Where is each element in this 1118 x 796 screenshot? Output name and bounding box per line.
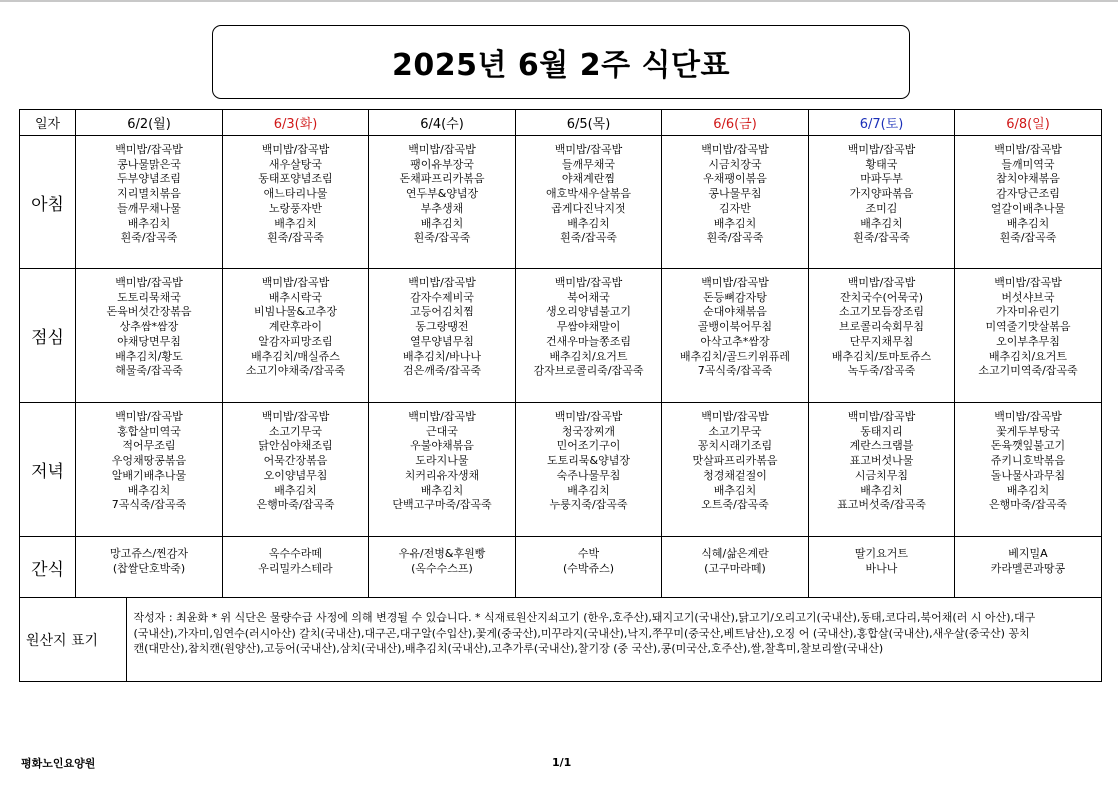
menu-item: 배추김치	[127, 216, 171, 230]
menu-item: 흰죽/잡곡죽	[413, 231, 471, 245]
menu-item: 배추김치/토마토쥬스	[831, 349, 932, 363]
menu-item: 백미밥/잡곡밥	[261, 276, 330, 289]
menu-item: 백미밥/잡곡밥	[408, 410, 476, 423]
menu-item: 홍합살미역국	[117, 424, 181, 438]
menu-item: 돌나물사과무침	[990, 468, 1066, 482]
menu-item: 적어무조림	[122, 439, 176, 453]
menu-item: 백미밥/잡곡밥	[701, 276, 769, 289]
menu-item: 애호박새우살볶음	[545, 187, 631, 201]
menu-item: 황태국	[865, 157, 898, 171]
menu-item: 우불야채볶음	[410, 439, 474, 453]
menu-cell	[955, 537, 1102, 598]
menu-cell	[955, 403, 1102, 537]
menu-item: 녹두죽/잡곡죽	[847, 364, 916, 378]
date-header-day	[76, 110, 223, 136]
menu-item: 콩나물무침	[708, 187, 762, 201]
menu-item: 오이양념무침	[263, 468, 328, 482]
menu-item: 백미밥/잡곡밥	[994, 276, 1062, 289]
menu-item: 배추김치/요거트	[549, 349, 628, 363]
menu-cell	[809, 403, 955, 537]
menu-item: 들깨미역국	[1001, 157, 1055, 171]
menu-cell	[223, 403, 369, 537]
menu-item: (수박쥬스)	[562, 562, 615, 575]
menu-item: 배추김치/골드키위퓨레	[680, 349, 790, 363]
menu-item: 배추김치/매실쥬스	[251, 349, 340, 363]
menu-cell	[955, 136, 1102, 269]
menu-item: 단무지채무침	[849, 334, 914, 348]
menu-item: (고구마라떼)	[704, 562, 766, 575]
menu-item: 닭안심야채조림	[258, 439, 333, 453]
menu-item: 배추김치	[1006, 216, 1050, 230]
menu-item: 순대야채볶음	[703, 305, 767, 319]
menu-cell	[809, 269, 955, 403]
menu-item: 소고기무국	[268, 424, 323, 438]
menu-item: 배추김치/요거트	[988, 349, 1068, 363]
menu-item: 백미밥/잡곡밥	[261, 410, 330, 423]
menu-item: 지리멸치볶음	[117, 187, 181, 201]
menu-item: 연두부&양념장	[405, 187, 479, 201]
lunch-label: 점심	[20, 269, 76, 403]
menu-item: 조미김	[865, 201, 898, 215]
menu-item: 우유/전병&후원빵	[398, 547, 486, 560]
date-header-day	[223, 110, 369, 136]
menu-cell	[76, 269, 223, 403]
menu-item: 표고버섯죽/잡곡죽	[837, 498, 926, 512]
menu-item: 표고버섯나물	[849, 454, 914, 468]
menu-item: 카라멜콘과땅콩	[990, 562, 1066, 575]
menu-item: 베지밀A	[1008, 547, 1048, 560]
day-label-thu: 6/5(목)	[566, 117, 611, 132]
menu-item: 브로콜리숙회무침	[838, 320, 924, 334]
menu-cell	[662, 537, 809, 598]
menu-item: 배추김치/바나나	[402, 349, 482, 363]
menu-item: 배추김치	[127, 483, 171, 497]
menu-item: 마파두부	[860, 172, 903, 186]
menu-item: 도토리묵채국	[117, 290, 181, 304]
day-label-wed: 6/4(수)	[420, 117, 464, 132]
menu-item: 백미밥/잡곡밥	[847, 410, 916, 423]
menu-item: 애느타리나물	[263, 187, 328, 201]
menu-item: 미역줄기맛살볶음	[985, 320, 1071, 334]
menu-item: 들깨무채나물	[117, 201, 181, 215]
menu-item: 백미밥/잡곡밥	[115, 143, 183, 156]
snack-label: 간식	[20, 537, 76, 598]
menu-item: 상추쌈*쌈장	[119, 320, 179, 334]
origin-note	[76, 598, 1102, 682]
menu-item: 민어조기구이	[556, 439, 621, 453]
menu-cell	[76, 136, 223, 269]
menu-item: 알배기배추나물	[111, 468, 187, 482]
menu-item: 감자수제비국	[410, 290, 474, 304]
origin-label-text: 원산지 표기	[26, 632, 99, 649]
origin-note-line: 캔(대만산),참치캔(원양산),고등어(국내산),삼치(국내산),배추김치(국내산),고추가루(국내산),찰기장 (중 국산),콩(미국산,호주산),쌀,찰흑미,찰보리쌀(국내산)	[133, 642, 884, 655]
menu-item: 배추김치	[713, 483, 757, 497]
day-label-sat: 6/7(토)	[859, 117, 904, 132]
organization-name: 평화노인요양원	[21, 757, 96, 770]
menu-item: 망고쥬스/찐감자	[109, 547, 189, 560]
menu-item: 돈육깻잎불고기	[990, 439, 1066, 453]
menu-cell	[516, 269, 662, 403]
date-header-row	[20, 110, 1102, 136]
menu-item: 백미밥/잡곡밥	[701, 143, 769, 156]
menu-item: 배추시락국	[268, 290, 323, 304]
date-header-day	[955, 110, 1102, 136]
menu-item: 우채팽이볶음	[703, 172, 767, 186]
origin-note-line: 작성자 : 최윤화 * 위 식단은 물량수급 사정에 의해 변경될 수 있습니다. * 식재료원산지쇠고기 (한우,호주산),돼지고기(국내산),닭고기/오리고기(국내산),동태,코다리,북어채(러 시 아산),대구	[133, 611, 1036, 624]
menu-cell	[223, 269, 369, 403]
menu-item: 새우살탕국	[268, 157, 323, 171]
menu-item: 청국장찌개	[561, 424, 616, 438]
menu-item: 7곡식죽/잡곡죽	[697, 364, 773, 378]
menu-item: 흰죽/잡곡죽	[267, 231, 324, 245]
menu-cell	[516, 136, 662, 269]
menu-item: 백미밥/잡곡밥	[994, 410, 1062, 423]
menu-item: 수박	[577, 547, 600, 560]
menu-item: 소고기야채죽/잡곡죽	[245, 364, 346, 378]
menu-item: 어묵간장볶음	[263, 454, 328, 468]
menu-item: 감자당근조림	[996, 187, 1060, 201]
origin-note-line: (국내산),가자미,임연수(러시아산) 갈치(국내산),대구곤,대구알(수입산),꽃게(중국산),미꾸라지(국내산),낙지,쭈꾸미(중국산,베트남산),오징 어 (국내산),홍합살(국내산),새우살(중국산) 꽁치	[133, 626, 1030, 640]
origin-divider	[126, 598, 127, 681]
menu-cell	[516, 537, 662, 598]
menu-item: 돈육버섯간장볶음	[106, 305, 192, 319]
menu-item: 비빔나물&고추장	[254, 305, 337, 319]
menu-item: 흰죽/잡곡죽	[999, 231, 1057, 245]
menu-item: 치커리유자생채	[404, 468, 480, 482]
menu-item: 소고기미역죽/잡곡죽	[978, 364, 1078, 378]
menu-item: 백미밥/잡곡밥	[847, 143, 916, 156]
menu-item: 도라지나물	[415, 454, 469, 468]
day-label-sun: 6/8(일)	[1006, 117, 1050, 132]
date-header-label: 일자	[20, 110, 76, 136]
origin-row	[20, 598, 1102, 682]
menu-cell	[76, 537, 223, 598]
menu-item: 동태지리	[860, 424, 903, 438]
menu-item: 해물죽/잡곡죽	[115, 364, 183, 378]
menu-item: 백미밥/잡곡밥	[554, 276, 623, 289]
menu-item: 계란후라이	[268, 320, 323, 334]
menu-item: 흰죽/잡곡죽	[706, 231, 764, 245]
breakfast-row	[20, 136, 1102, 269]
menu-item: 백미밥/잡곡밥	[554, 410, 623, 423]
menu-item: 생오리양념불고기	[545, 305, 631, 319]
menu-item: 북어채국	[567, 290, 610, 304]
menu-item: 골뱅이북어무침	[697, 320, 773, 334]
menu-item: 근대국	[426, 424, 458, 438]
menu-item: 가자미유린기	[996, 305, 1060, 319]
page-title: 2025년 6월 2주 식단표	[212, 25, 910, 99]
menu-item: 식혜/삶은계란	[701, 547, 769, 560]
date-header-day	[369, 110, 516, 136]
menu-item: 동그랑땡전	[415, 320, 469, 334]
menu-item: 배추김치	[274, 216, 317, 230]
menu-cell	[516, 403, 662, 537]
dinner-label: 저녁	[20, 403, 76, 537]
menu-item: 김자반	[719, 201, 751, 215]
menu-item: 딸기요거트	[854, 547, 909, 560]
menu-item: 배추김치	[567, 216, 610, 230]
menu-item: 배추김치	[713, 216, 757, 230]
day-label-mon: 6/2(월)	[127, 117, 171, 132]
lunch-row	[20, 269, 1102, 403]
menu-item: 백미밥/잡곡밥	[115, 410, 183, 423]
menu-item: 소고기무국	[708, 424, 762, 438]
menu-item: 돈등뼈감자탕	[703, 290, 767, 304]
menu-item: 우엉채땅콩볶음	[111, 454, 187, 468]
menu-cell	[809, 136, 955, 269]
menu-item: 오이부추무침	[996, 334, 1060, 348]
menu-item: 맛살파프리카볶음	[692, 454, 778, 468]
meal-plan-table	[19, 109, 1102, 682]
menu-item: 오트죽/잡곡죽	[701, 498, 769, 512]
menu-cell	[662, 269, 809, 403]
menu-item: 참치야채볶음	[996, 172, 1060, 186]
menu-item: 들깨무채국	[561, 157, 616, 171]
menu-item: 고등어김치찜	[410, 305, 474, 319]
origin-label	[20, 598, 99, 682]
menu-item: 얼갈이배추나물	[990, 201, 1066, 215]
menu-item: 배추김치	[274, 483, 317, 497]
menu-item: 부추생채	[420, 201, 464, 215]
menu-item: 건새우마늘쫑조림	[545, 334, 631, 348]
menu-item: 백미밥/잡곡밥	[847, 276, 916, 289]
menu-cell	[76, 403, 223, 537]
menu-item: 검은깨죽/잡곡죽	[402, 364, 482, 378]
menu-item: 은행마죽/잡곡죽	[988, 498, 1068, 512]
menu-item: 시금치장국	[708, 157, 762, 171]
menu-item: 계란스크램블	[849, 439, 914, 453]
menu-item: 열무양념무침	[410, 334, 474, 348]
menu-item: 꽃게두부탕국	[996, 424, 1060, 438]
menu-item: 배추김치	[420, 483, 464, 497]
menu-cell	[662, 136, 809, 269]
menu-cell	[223, 136, 369, 269]
day-label-fri: 6/6(금)	[713, 117, 757, 132]
menu-item: 가지양파볶음	[849, 187, 914, 201]
menu-item: 우리밀카스테라	[258, 562, 333, 575]
menu-item: 청경채겉절이	[703, 468, 767, 482]
menu-item: 백미밥/잡곡밥	[554, 143, 623, 156]
menu-item: 꽁치시래기조림	[697, 439, 773, 453]
menu-item: 아삭고추*쌈장	[700, 334, 770, 348]
menu-item: 흰죽/잡곡죽	[560, 231, 617, 245]
menu-cell	[662, 403, 809, 537]
breakfast-label: 아침	[20, 136, 76, 269]
menu-item: 두부양념조림	[117, 172, 181, 186]
menu-item: 누룽지죽/잡곡죽	[549, 498, 628, 512]
menu-item: 돈채파프리카볶음	[399, 172, 485, 186]
menu-cell	[223, 537, 369, 598]
menu-item: 시금치무침	[854, 468, 909, 482]
menu-item: 백미밥/잡곡밥	[994, 143, 1062, 156]
menu-item: 알감자피망조림	[258, 334, 333, 348]
date-header-day	[809, 110, 955, 136]
menu-item: 도토리묵&양념장	[547, 454, 630, 468]
menu-item: 버섯샤브국	[1001, 290, 1055, 304]
menu-item: 콩나물맑은국	[117, 157, 181, 171]
menu-item: 바나나	[865, 562, 898, 575]
menu-cell	[809, 537, 955, 598]
menu-item: 동태포양념조림	[258, 172, 333, 186]
menu-item: 은행마죽/잡곡죽	[256, 498, 335, 512]
top-border-line	[0, 0, 1118, 2]
menu-item: 백미밥/잡곡밥	[115, 276, 183, 289]
menu-cell	[369, 537, 516, 598]
menu-item: 숙주나물무침	[556, 468, 621, 482]
menu-item: 백미밥/잡곡밥	[261, 143, 330, 156]
snack-row	[20, 537, 1102, 598]
menu-item: 곱게다진낙지젓	[551, 201, 626, 215]
menu-item: (옥수수스프)	[411, 562, 473, 575]
menu-cell	[369, 136, 516, 269]
menu-item: (찹쌀단호박죽)	[112, 562, 186, 575]
menu-cell	[955, 269, 1102, 403]
menu-item: 잔치국수(어묵국)	[840, 290, 923, 304]
menu-item: 배추김치	[860, 483, 903, 497]
menu-item: 무쌈야채말이	[556, 320, 621, 334]
date-header-day	[662, 110, 809, 136]
menu-item: 7곡식죽/잡곡죽	[111, 498, 187, 512]
menu-item: 단백고구마죽/잡곡죽	[392, 498, 492, 512]
menu-item: 흰죽/잡곡죽	[853, 231, 910, 245]
menu-item: 배추김치/황도	[115, 349, 183, 363]
dinner-row	[20, 403, 1102, 537]
menu-cell	[369, 269, 516, 403]
menu-item: 백미밥/잡곡밥	[701, 410, 769, 423]
menu-item: 배추김치	[567, 483, 610, 497]
menu-item: 소고기모듬장조림	[838, 305, 924, 319]
menu-item: 쥬키니호박볶음	[990, 454, 1066, 468]
menu-cell	[369, 403, 516, 537]
menu-item: 옥수수라떼	[268, 547, 323, 560]
menu-item: 흰죽/잡곡죽	[120, 231, 178, 245]
menu-item: 노랑풍자반	[268, 201, 323, 215]
menu-item: 감자브로콜리죽/잡곡죽	[533, 364, 644, 378]
menu-item: 배추김치	[1006, 483, 1050, 497]
menu-item: 야채계란찜	[561, 172, 616, 186]
menu-item: 야채당면무침	[117, 334, 181, 348]
menu-item: 배추김치	[860, 216, 903, 230]
menu-item: 백미밥/잡곡밥	[408, 143, 476, 156]
date-header-day	[516, 110, 662, 136]
day-label-tue: 6/3(화)	[273, 117, 318, 132]
menu-item: 팽이유부장국	[410, 157, 474, 171]
page-number: 1/1	[552, 756, 572, 769]
menu-item: 배추김치	[420, 216, 464, 230]
menu-item: 백미밥/잡곡밥	[408, 276, 476, 289]
